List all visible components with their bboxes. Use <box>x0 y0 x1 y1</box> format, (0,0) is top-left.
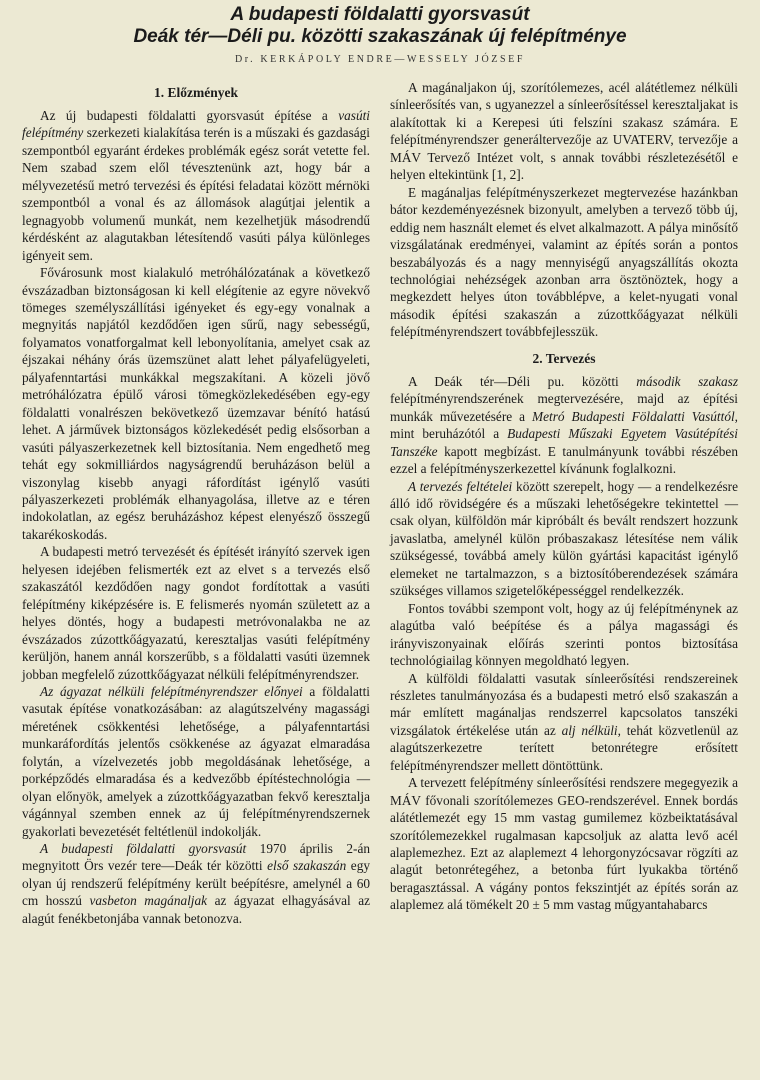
paragraph-11: A külföldi földalatti vasutak sínleerősítési rendszereinek részletes tanulmányozása és a budapesti metró első szakaszán a már említett magánaljas rendszerrel kapcsolatos tanszéki vizsgálatok értékelése után az alj nélküli, tehát közvetlenül az alagútszerkezetre terített betonrétegre erősített felépítményrendszer mellett döntöttünk. <box>390 670 738 773</box>
article-title-line-1: A budapesti földalatti gyorsvasút <box>230 4 530 25</box>
paragraph-9: A tervezés feltételei között szerepelt, hogy — a rendelkezésre álló idő rövidségére és a műszaki lehetőségekre tekintettel — csak olyan, külföldön már kipróbált és bevált rendszert hozzunk javaslatba, amelynél külön próbaszakasz létesítése nem válik szükségessé, továbbá amely külön gyártási kapacitást igénylő elemeket ne tartalmazzon, s a biztosítóberendezések számára szükséges villamos szigetelőképességgel rendelkezzék. <box>390 478 738 599</box>
section-title-elozmenyek: 1. Előzmények <box>154 85 238 100</box>
right-column <box>390 79 738 927</box>
paragraph-10: Fontos további szempont volt, hogy az új felépítménynek az alagútba való beépítése és a pálya magassági és irányviszonyainak előírás szerinti pontos biztosítása technológiailag könnyen megoldható legyen. <box>390 600 738 669</box>
article-title-line-2: Deák tér—Déli pu. közötti szakaszának új felépítménye <box>133 26 627 47</box>
paragraph-12: A tervezett felépítmény sínleerősítési rendszere megegyezik a MÁV fővonali szorítólemezes GEO-rendszerével. Ennek bordás alátétlemezét egy 15 mm vastag gumilemez közbeiktatásával szorítólemezekkel rugalmasan kapcsoljuk az alatta levő acél alaplemezhez. Ezt az alaplemezt 4 lehorgonyzócsavar rögzíti az alagút betonrétegéhez, a betonba fúrt lyukakba történő beragasztással. A vágány pontos fekszintjét az építés során az alaplemez alá tömékelt 20 ± 5 mm vastag műgyantahabarcs <box>390 775 738 913</box>
article-columns <box>22 79 738 927</box>
paragraph-3: A budapesti metró tervezését és építését irányító szervek igen helyesen idejében felismerték ezt az elvet s a tervezés első szakaszától kezdődően nagy gondot fordítottak a vasúti felépítmény kiképzésére is. E felismerés nyomán született az a helyes döntés, hogy a budapesti metróvonalakba ne az évszázados zúzottkőágyazatú, keresztaljas vasúti felépítmény kerüljön, hanem annál korszerűbb, s a földalatti vasúti üzemnek jobban megfelelő zúzottkőágyazat nélküli felépítményrendszer. <box>22 544 370 682</box>
paragraph-8: A Deák tér—Déli pu. közötti második szakasz felépítményrendszerének megtervezésére, majd az építési munkák művezetésére a Metró Budapesti Földalatti Vasúttól, mint beruházótól a Budapesti Műszaki Egyetem Vasútépítési Tanszéke kapott megbízást. E tanulmányunk további részében ezzel a felépítményszerkezettel kívánunk foglalkozni. <box>390 373 738 477</box>
paragraph-7: E magánaljas felépítményszerkezet megtervezése hazánkban bátor kezdeményezésnek bizonyult, amelyben a tervező több új, eddig nem használt elemet és elvet alkalmazott. A pálya minősítő vizsgálatának eredményei, valamint az építés során a pontos beszabályozás és a nagy mennyiségű anyagszállítás okozta technológiai nehézségek azonban arra ösztönöztek, hogy a megkezdett helyes úton továbblépve, a kelet-nyugati vonal második építési szakaszán a zúzottkőágyazat nélküli felépítményrendszert továbbfejlesszük. <box>390 184 738 340</box>
article-header <box>22 4 738 65</box>
paragraph-6: A magánaljakon új, szorítólemezes, acél alátétlemez nélküli sínleerősítés van, s ugyanezzel a sínleerősítéssel keresztaljakat is alakítottak ki a Kerepesi úti felszíni szakasz számára. E felépítményrendszer generáltervezője az UVATERV, tervezője a MÁV Tervező Intézet volt, s annak további részletezésétől e helyen eltekintünk [1, 2]. <box>390 80 738 183</box>
paragraph-2: Fővárosunk most kialakuló metróhálózatának a következő évszázadban biztonságosan ki kell elégítenie az egyre növekvő tömeges személyszállítási igényeket és egy-egy vonalnak a megnyitás napjától kezdődően igen sűrű, nagy sebességű, folyamatos vonatforgalmat kell lebonyolítania, amelyet csak az éjszakai néhány órás üzemszünet alatt lehet pályafelügyeleti, pályafenntartási munkákkal megszakítani. A közeli jövő metróhálózatra épülő városi tömegközlekedésében egy-egy földalatti vonalrészen bekövetkező üzemzavar bénító hatású lehet. A járművek biztonságos közlekedését pedig elsősorban a vasúti pályaszerkezetnek kell biztosítania. Nem engedhető meg tehát egy sokmilliárdos nagyságrendű beruházáson belül a viszonylag kisebb anyagi ráfordítást igénylő vasúti pályaszerkezeti problémák elhanyagolása, illetve az e téren indokolatlan, az egész beruházáshoz képest elenyésző összegű takarékoskodás. <box>22 265 370 542</box>
paragraph-5: A budapesti földalatti gyorsvasút 1970 április 2-án megnyitott Örs vezér tere—Deák tér közötti első szakaszán egy olyan új rendszerű felépítmény került beépítésre, amelynél a 60 cm hosszú vasbeton magánaljak az ágyazat elhagyásával az alagút fenékbetonjába vannak betonozva. <box>22 841 371 926</box>
paragraph-4: Az ágyazat nélküli felépítményrendszer előnyei a földalatti vasutak építése vonatkozásában: az alagútszelvény magassági méretének csökkentési lehetősége, a pályafenntartási munkaráfordítás jelentős csökkenése az ágyazat elmaradása folytán, a vízelvezetés jobb megoldásának lehetősége, a porképződés elmaradása és a kedvezőbb építéstechnológia — olyan előnyök, amelyek a zúzottkőágyazatban fekvő keresztalja vágánnyal szemben ennek az új felépítményrendszernek gyakorlati bevezetését feltétlenül indokolják. <box>22 683 370 839</box>
section-title-tervezes: 2. Tervezés <box>532 350 596 366</box>
left-column <box>22 79 370 927</box>
paragraph-1: Az új budapesti földalatti gyorsvasút építése a vasúti felépítmény szerkezeti kialakítása terén is a műszaki és gazdasági szempontból egyaránt érdekes problémák egész sorát vetette fel. Nem szabad szem elől tévesztenünk azt, hogy bár a mélyvezetésű metró tervezési és építési feladatai között mérnöki szempontból a vonal és az állomások alagútjai jelentik a legnagyobb volumenű munkát, nem kezelhetjük másodrendű kérdésként az alagutakban létesítendő vasúti pálya különleges igényeit sem. <box>22 108 370 263</box>
article-authors: Dr. KERKÁPOLY ENDRE—WESSELY JÓZSEF <box>234 54 526 65</box>
